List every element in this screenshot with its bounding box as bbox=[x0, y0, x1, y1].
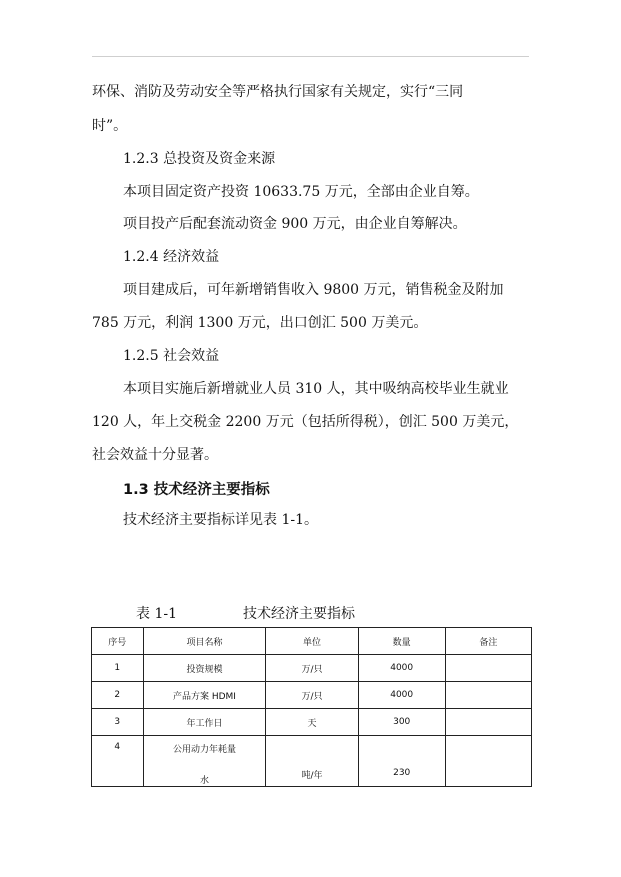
table-cell bbox=[92, 736, 144, 787]
heading-1-2-3: 1.2.3 总投资及资金来源 bbox=[123, 151, 276, 167]
paragraph-4-line-2: 785 万元，利润 1300 万元，出口创汇 500 万美元。 bbox=[92, 315, 428, 331]
row-number: 4 bbox=[114, 742, 121, 752]
table-caption-number: 表 1-1 bbox=[136, 606, 177, 622]
table-cell: 4000 bbox=[358, 682, 445, 709]
table-row bbox=[92, 655, 532, 682]
paragraph-1-line-1: 环保、消防及劳动安全等严格执行国家有关规定，实行“三同 bbox=[92, 84, 464, 100]
indicator-table bbox=[91, 627, 532, 787]
paragraph-5-line-2: 120 人，年上交税金 2200 万元（包括所得税），创汇 500 万美元， bbox=[92, 414, 519, 430]
table-cell: 万/只 bbox=[266, 655, 358, 682]
table-cell: 年工作日 bbox=[143, 709, 266, 736]
table-row bbox=[92, 736, 532, 787]
paragraph-5-line-3: 社会效益十分显著。 bbox=[92, 447, 218, 463]
header-cell: 序号 bbox=[92, 628, 144, 655]
table-cell: 2 bbox=[92, 682, 144, 709]
header-cell: 备注 bbox=[445, 628, 531, 655]
table-cell bbox=[266, 736, 358, 787]
table-cell: 3 bbox=[92, 709, 144, 736]
table-row bbox=[92, 709, 532, 736]
table-caption-title: 技术经济主要指标 bbox=[243, 606, 355, 622]
table-header-row bbox=[92, 628, 532, 655]
table-cell bbox=[143, 736, 266, 787]
item-name-line-1: 公用动力年耗量 bbox=[172, 745, 236, 755]
paragraph-1-line-2: 时”。 bbox=[92, 118, 128, 134]
table-cell: 万/只 bbox=[266, 682, 358, 709]
header-rule bbox=[92, 56, 529, 57]
item-name-line-2: 水 bbox=[199, 776, 209, 786]
table-cell: 300 bbox=[358, 709, 445, 736]
quantity-value: 230 bbox=[393, 768, 411, 778]
paragraph-6: 技术经济主要指标详见表 1-1。 bbox=[123, 512, 318, 528]
table-cell: 投资规模 bbox=[143, 655, 266, 682]
header-cell: 数量 bbox=[358, 628, 445, 655]
table-cell: 产品方案 HDMI bbox=[143, 682, 266, 709]
heading-1-3: 1.3 技术经济主要指标 bbox=[123, 482, 270, 498]
unit-value: 吨/年 bbox=[301, 771, 323, 781]
table-cell bbox=[445, 682, 531, 709]
table-cell bbox=[445, 736, 531, 787]
table-cell: 1 bbox=[92, 655, 144, 682]
header-cell: 项目名称 bbox=[143, 628, 266, 655]
paragraph-5-line-1: 本项目实施后新增就业人员 310 人，其中吸纳高校毕业生就业 bbox=[123, 381, 509, 397]
table-cell bbox=[445, 655, 531, 682]
paragraph-3: 项目投产后配套流动资金 900 万元，由企业自筹解决。 bbox=[123, 216, 467, 232]
table-cell: 4000 bbox=[358, 655, 445, 682]
header-cell: 单位 bbox=[266, 628, 358, 655]
heading-1-2-5: 1.2.5 社会效益 bbox=[123, 348, 220, 364]
table-cell bbox=[445, 709, 531, 736]
paragraph-2: 本项目固定资产投资 10633.75 万元，全部由企业自筹。 bbox=[123, 184, 479, 200]
paragraph-4-line-1: 项目建成后，可年新增销售收入 9800 万元，销售税金及附加 bbox=[123, 282, 504, 298]
table-row bbox=[92, 682, 532, 709]
table-cell bbox=[358, 736, 445, 787]
heading-1-2-4: 1.2.4 经济效益 bbox=[123, 249, 220, 265]
table-cell: 天 bbox=[266, 709, 358, 736]
